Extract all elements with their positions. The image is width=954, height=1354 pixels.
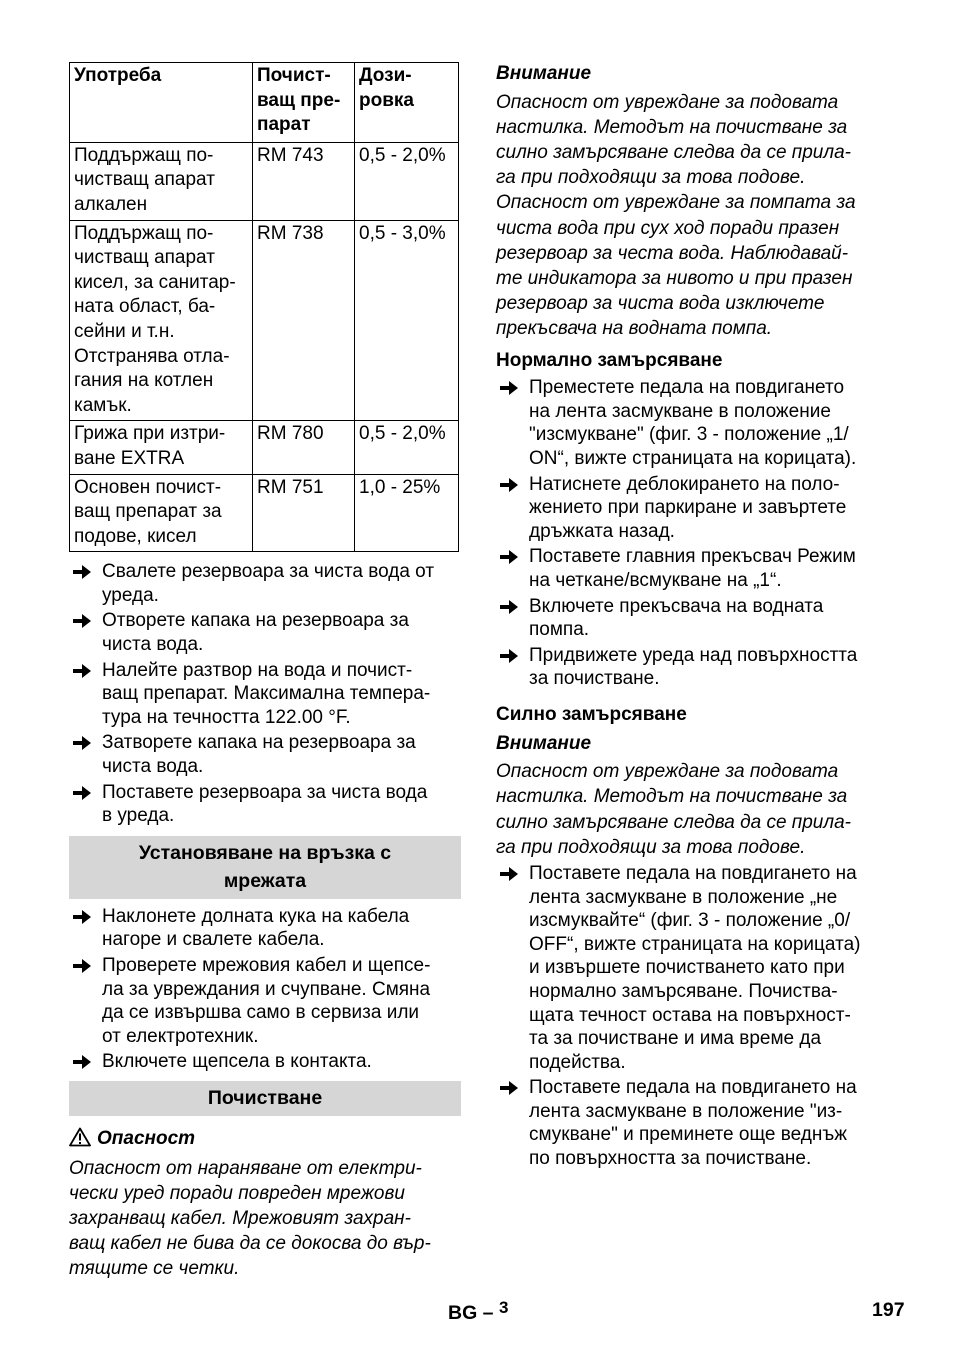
text-line: "изсмукване" (фиг. 3 - положение „1/ <box>529 424 849 446</box>
table-row <box>70 142 459 220</box>
text-line: Придвижете уреда над повърхността <box>529 644 858 666</box>
step-item <box>69 781 461 828</box>
cleaning-heading: Почистване <box>207 1086 323 1109</box>
danger-text <box>69 1156 461 1282</box>
step-text <box>102 781 461 828</box>
cell-use <box>70 142 253 220</box>
text-line: Включете щепсела в контакта. <box>102 1051 372 1073</box>
arrow-right-icon <box>499 1079 519 1097</box>
text-line: Преместете педала на повдигането <box>529 377 845 399</box>
text-line: на лента засмукване в положение <box>529 400 831 422</box>
text-line: Дози- <box>359 65 412 86</box>
normal-soiling-steps <box>496 376 888 691</box>
text-line: Натиснете деблокирането на поло- <box>529 473 840 495</box>
text-line: та за почистване и има време да <box>529 1028 822 1050</box>
step-item <box>496 595 888 642</box>
arrow-right-icon <box>72 784 92 802</box>
cell-dosage: 0,5 - 2,0% <box>355 421 459 474</box>
text-line: парат <box>257 114 311 136</box>
right-column <box>496 62 888 1173</box>
normal-soiling-heading: Нормално замърсяване <box>496 349 723 371</box>
table-header-row <box>70 63 459 143</box>
arrow-right-icon <box>499 598 519 616</box>
text-line: Включете прекъсвача на водната <box>529 595 824 617</box>
text-line: на четкане/всмукване на „1“. <box>529 569 782 591</box>
text-line: Поддържащ по- <box>74 144 214 166</box>
arrow-right-icon <box>72 908 92 926</box>
footer-language-marker <box>448 1296 508 1326</box>
text-line: Отворете капака на резервоара за <box>102 610 409 632</box>
text-line: Установяване на връзка с <box>138 841 392 864</box>
arrow-right-icon <box>72 1053 92 1071</box>
table-row <box>70 474 459 552</box>
text-line: гания на котлен <box>74 370 214 392</box>
text-line: Поставете резервоара за чиста вода <box>102 781 428 803</box>
arrow-right-icon <box>499 647 519 665</box>
step-item <box>69 1050 461 1074</box>
page-number: 197 <box>872 1299 905 1321</box>
text-line: тящите се четки. <box>69 1258 240 1280</box>
text-line: лента засмукване в положение „не <box>529 886 838 908</box>
arrow-right-icon <box>499 548 519 566</box>
cell-agent: RM 738 <box>253 220 355 421</box>
attention-block-1 <box>496 62 888 342</box>
text-line: ровка <box>359 89 414 111</box>
text-line: чески уред поради повреден мрежови <box>69 1182 405 1204</box>
text-line: по повърхността за почистване. <box>529 1148 812 1170</box>
text-line: тура на течността 122.00 °F. <box>102 706 351 728</box>
step-item <box>496 376 888 470</box>
text-line: нагоре и свалете кабела. <box>102 929 325 951</box>
step-item <box>496 545 888 592</box>
footer-lang-label: BG – <box>448 1302 499 1324</box>
step-item <box>69 905 461 952</box>
step-text <box>529 862 888 1074</box>
text-line: за почистване. <box>529 668 660 690</box>
network-connection-steps <box>69 905 461 1074</box>
cell-agent: RM 780 <box>253 421 355 474</box>
danger-title-row <box>69 1127 461 1152</box>
text-line: Налейте разтвор на вода и почист- <box>102 659 413 681</box>
text-line: ла за увреждания и счупване. Смяна <box>102 978 431 1000</box>
danger-block <box>69 1127 461 1282</box>
text-line: OFF“, вижте страницата на корицата) <box>529 933 861 955</box>
step-item <box>69 560 461 607</box>
text-line: Грижа при изтри- <box>74 423 226 445</box>
text-line: помпа. <box>529 619 590 641</box>
text-line: подейства. <box>529 1051 626 1073</box>
warning-triangle-icon <box>69 1127 91 1147</box>
step-item <box>496 1076 888 1170</box>
text-line: ващ пре- <box>257 89 341 111</box>
attention-text-1 <box>496 90 888 342</box>
text-line: камък. <box>74 394 132 416</box>
cell-dosage: 1,0 - 25% <box>355 474 459 552</box>
text-line: Поддържащ по- <box>74 222 214 244</box>
header-agent <box>253 63 355 143</box>
text-line: дръжката назад. <box>529 520 675 542</box>
text-line: лента засмукване в положение "из- <box>529 1100 843 1122</box>
text-line: мрежата <box>223 869 307 892</box>
fill-tank-steps <box>69 560 461 828</box>
text-line: сейни и т.н. <box>74 320 175 342</box>
text-line: Поставете педала на повдигането на <box>529 862 857 884</box>
arrow-right-icon <box>499 476 519 494</box>
text-line: Опасност от увреждане за подовата <box>496 91 839 113</box>
cell-agent: RM 751 <box>253 474 355 552</box>
text-line: Проверете мрежовия кабел и щепсе- <box>102 955 431 976</box>
left-column <box>69 62 461 1282</box>
danger-title: Опасност <box>97 1127 196 1149</box>
text-line: да се извършва само в сервиза или <box>102 1002 420 1024</box>
text-line: ващ препарат. Максимална темпера- <box>102 683 431 705</box>
cell-agent: RM 743 <box>253 142 355 220</box>
step-text <box>529 473 888 544</box>
attention-title-1: Внимание <box>496 63 592 84</box>
step-text <box>102 954 461 1048</box>
step-item <box>69 659 461 730</box>
cell-use <box>70 220 253 421</box>
step-item <box>496 862 888 1074</box>
text-line: ващ препарат за <box>74 501 222 523</box>
text-line: щата течност остава на повърхност- <box>529 1004 851 1026</box>
step-text <box>102 659 461 730</box>
heavy-soiling-heading: Силно замърсяване <box>496 703 687 725</box>
step-text <box>102 905 461 952</box>
step-item <box>496 644 888 691</box>
step-text <box>102 731 461 778</box>
step-text <box>529 595 888 642</box>
text-line: Опасност от нараняване от електри- <box>69 1157 422 1179</box>
text-line: чиста вода. <box>102 634 204 656</box>
text-line: резервоар за честа вода. Наблюдавай- <box>496 242 849 264</box>
text-line: Почист- <box>257 65 331 86</box>
step-text <box>529 644 888 691</box>
arrow-right-icon <box>72 734 92 752</box>
text-line: Затворете капака на резервоара за <box>102 732 416 754</box>
step-text <box>102 1050 461 1074</box>
text-line: чистващ апарат <box>74 169 215 191</box>
text-line: от електротехник. <box>102 1025 259 1047</box>
footer-lang-page: 3 <box>498 1298 509 1317</box>
text-line: Опасност от увреждане за подовата <box>496 761 839 783</box>
text-line: силно замърсяване следва да се прила- <box>496 142 851 163</box>
text-line: изсмуквайте“ (фиг. 3 - положение „0/ <box>529 910 851 932</box>
cleaning-agent-table <box>69 62 459 552</box>
step-text <box>529 1076 888 1170</box>
text-line: силно замърсяване следва да се прила- <box>496 811 851 833</box>
text-line: Поставете педала на повдигането на <box>529 1077 857 1099</box>
arrow-right-icon <box>72 612 92 630</box>
cell-dosage: 0,5 - 3,0% <box>355 220 459 421</box>
text-line: подове, кисел <box>74 525 197 547</box>
text-line: чиста вода при сух ход поради празен <box>496 217 840 239</box>
text-line: нормално замърсяване. Почиства- <box>529 980 838 1002</box>
text-line: ващ кабел не бива да се докосва до вър- <box>69 1233 431 1255</box>
text-line: настилка. Методът на почистване за <box>496 786 848 808</box>
text-line: в уреда. <box>102 805 175 827</box>
text-line: чистващ апарат <box>74 247 215 269</box>
arrow-right-icon <box>499 865 519 883</box>
section-banner-cleaning <box>69 1081 461 1116</box>
cell-use <box>70 421 253 474</box>
step-text <box>529 376 888 470</box>
arrow-right-icon <box>72 662 92 680</box>
text-line: те индикатора за нивото и при празен <box>496 268 853 290</box>
arrow-right-icon <box>499 379 519 397</box>
table-row <box>70 220 459 421</box>
text-line: га при подходящи за това подове. <box>496 836 806 858</box>
text-line: ната област, ба- <box>74 296 216 318</box>
header-use <box>70 63 253 143</box>
text-line: настилка. Методът на почистване за <box>496 116 848 138</box>
text-line: смукване" и преминете още веднъж <box>529 1124 847 1146</box>
heavy-soiling-steps <box>496 862 888 1171</box>
text-line: Свалете резервоара за чиста вода от <box>102 561 435 583</box>
arrow-right-icon <box>72 957 92 975</box>
text-line: жението при паркиране и завъртете <box>529 497 847 519</box>
cell-use <box>70 474 253 552</box>
text-line: алкален <box>74 193 148 215</box>
text-line: уреда. <box>102 584 159 606</box>
attention-title-2: Внимание <box>496 732 592 754</box>
text-line: кисел, за санитар- <box>74 271 236 293</box>
table-row <box>70 421 459 474</box>
text-line: Употреба <box>74 65 162 86</box>
step-text <box>102 609 461 656</box>
text-line: захранващ кабел. Мрежовият захран- <box>69 1207 411 1229</box>
attention-text-2 <box>496 759 888 860</box>
step-item <box>69 954 461 1048</box>
text-line: прекъсвача на водната помпа. <box>496 318 773 340</box>
cell-dosage: 0,5 - 2,0% <box>355 142 459 220</box>
step-item <box>69 609 461 656</box>
text-line: Поставете главния прекъсвач Режим <box>529 546 856 568</box>
text-line: ON“, вижте страницата на корицата). <box>529 448 857 469</box>
step-text <box>102 560 461 607</box>
text-line: чиста вода. <box>102 756 204 778</box>
text-line: Основен почист- <box>74 476 222 498</box>
text-line: Наклонете долната кука на кабела <box>102 905 410 927</box>
step-text <box>529 545 888 592</box>
text-line: ване EXTRA <box>74 447 185 469</box>
text-line: Опасност от увреждане за помпата за <box>496 192 856 214</box>
step-item <box>496 473 888 544</box>
text-line: и извършете почистването като при <box>529 957 845 979</box>
section-banner-network-connection <box>69 836 461 899</box>
text-line: резервоар за чиста вода изключете <box>496 293 825 315</box>
arrow-right-icon <box>72 563 92 581</box>
header-dosage <box>355 63 459 143</box>
text-line: Отстранява отла- <box>74 345 230 367</box>
step-item <box>69 731 461 778</box>
text-line: га при подходящи за това подове. <box>496 167 806 189</box>
